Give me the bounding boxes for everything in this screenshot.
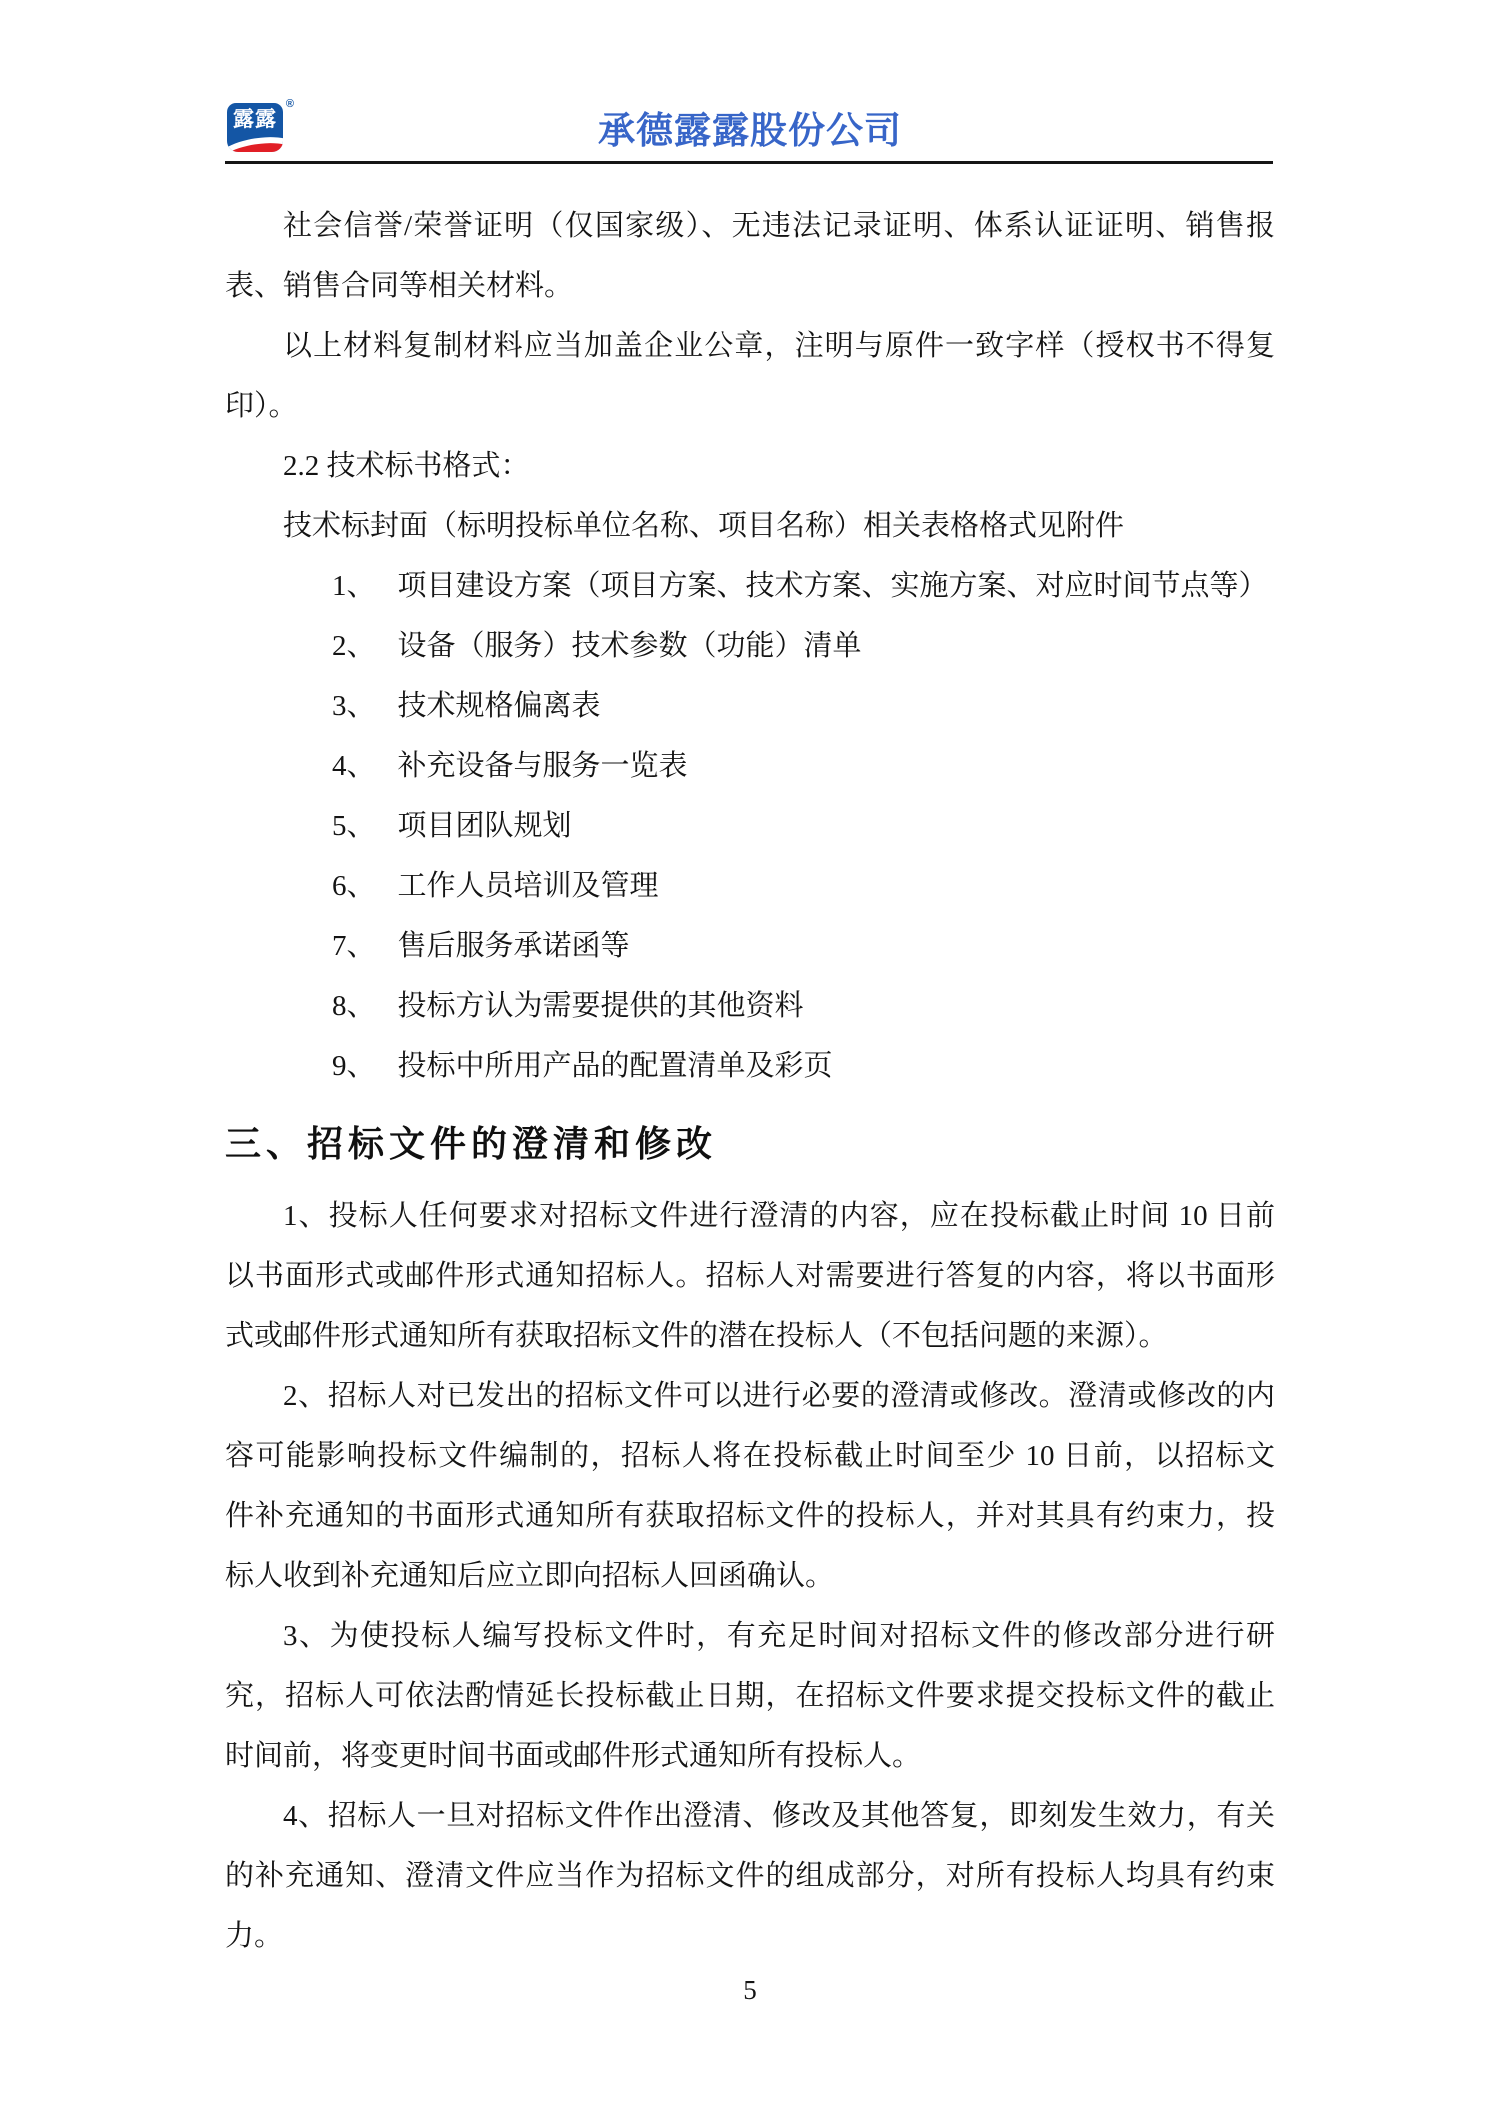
list-text: 项目建设方案（项目方案、技术方案、实施方案、对应时间节点等）: [397, 570, 1268, 602]
text-line: 容可能影响投标文件编制的，招标人将在投标截止时间至少 10 日前，以招标文: [225, 1440, 1275, 1472]
text-line: 1、投标人任何要求对招标文件进行澄清的内容，应在投标截止时间 10 日前: [283, 1200, 1275, 1232]
header-divider: [225, 161, 1273, 164]
list-item: [225, 856, 1275, 916]
list-number: 8、: [332, 990, 376, 1022]
list-number: 1、: [332, 570, 376, 602]
page-number: 5: [743, 1975, 757, 2005]
text-line: 究，招标人可依法酌情延长投标截止日期，在招标文件要求提交投标文件的截止: [225, 1680, 1275, 1712]
list-text: 投标方认为需要提供的其他资料: [397, 990, 804, 1022]
text-line: 时间前，将变更时间书面或邮件形式通知所有投标人。: [225, 1740, 922, 1772]
text-line: 技术标封面（标明投标单位名称、项目名称）相关表格格式见附件: [283, 510, 1125, 542]
text-line: 式或邮件形式通知所有获取招标文件的潜在投标人（不包括问题的来源）。: [225, 1320, 1168, 1352]
list-text: 项目团队规划: [397, 810, 572, 842]
text-line: 2、招标人对已发出的招标文件可以进行必要的澄清或修改。澄清或修改的内: [283, 1380, 1275, 1412]
list-item: [225, 1036, 1275, 1096]
list-item: [225, 796, 1275, 856]
list-item: [225, 676, 1275, 736]
document-body: [225, 196, 1275, 1966]
list-text: 售后服务承诺函等: [397, 930, 630, 962]
text-line: 2.2 技术标书格式：: [283, 450, 530, 482]
registered-trademark-icon: ®: [285, 98, 294, 110]
text-line: 件补充通知的书面形式通知所有获取招标文件的投标人，并对其具有约束力，投: [225, 1500, 1275, 1532]
text-line: 印）。: [225, 390, 298, 422]
text-line: 力。: [225, 1920, 284, 1952]
list-text: 技术规格偏离表: [397, 690, 601, 722]
list-item: [225, 736, 1275, 796]
list-number: 6、: [332, 870, 376, 902]
text-line: 标人收到补充通知后应立即向招标人回函确认。: [225, 1560, 835, 1592]
list-number: 5、: [332, 810, 376, 842]
text-line: 的补充通知、澄清文件应当作为招标文件的组成部分，对所有投标人均具有约束: [225, 1860, 1275, 1892]
list-text: 补充设备与服务一览表: [397, 750, 688, 782]
list-number: 9、: [332, 1050, 376, 1082]
list-number: 4、: [332, 750, 376, 782]
text-line: 表、销售合同等相关材料。: [225, 270, 574, 302]
list-item: [225, 916, 1275, 976]
text-line: 4、招标人一旦对招标文件作出澄清、修改及其他答复，即刻发生效力，有关: [283, 1800, 1275, 1832]
list-number: 7、: [332, 930, 376, 962]
text-line: 3、为使投标人编写投标文件时，有充足时间对招标文件的修改部分进行研: [283, 1620, 1275, 1652]
page-header: [0, 0, 1500, 170]
list-item: [225, 556, 1275, 616]
logo-text: 露露: [233, 108, 277, 131]
text-line: 以书面形式或邮件形式通知招标人。招标人对需要进行答复的内容，将以书面形: [225, 1260, 1275, 1292]
text-line: 社会信誉/荣誉证明（仅国家级）、无违法记录证明、体系认证证明、销售报: [283, 210, 1275, 242]
list-item: [225, 976, 1275, 1036]
section-heading: 三、招标文件的澄清和修改: [225, 1123, 718, 1164]
list-number: 3、: [332, 690, 376, 722]
list-item: [225, 616, 1275, 676]
list-number: 2、: [332, 630, 376, 662]
company-title: 承德露露股份公司: [598, 110, 902, 151]
list-text: 设备（服务）技术参数（功能）清单: [397, 630, 862, 662]
list-text: 投标中所用产品的配置清单及彩页: [397, 1050, 833, 1082]
list-text: 工作人员培训及管理: [397, 870, 659, 902]
text-line: 以上材料复制材料应当加盖企业公章，注明与原件一致字样（授权书不得复: [283, 330, 1275, 362]
